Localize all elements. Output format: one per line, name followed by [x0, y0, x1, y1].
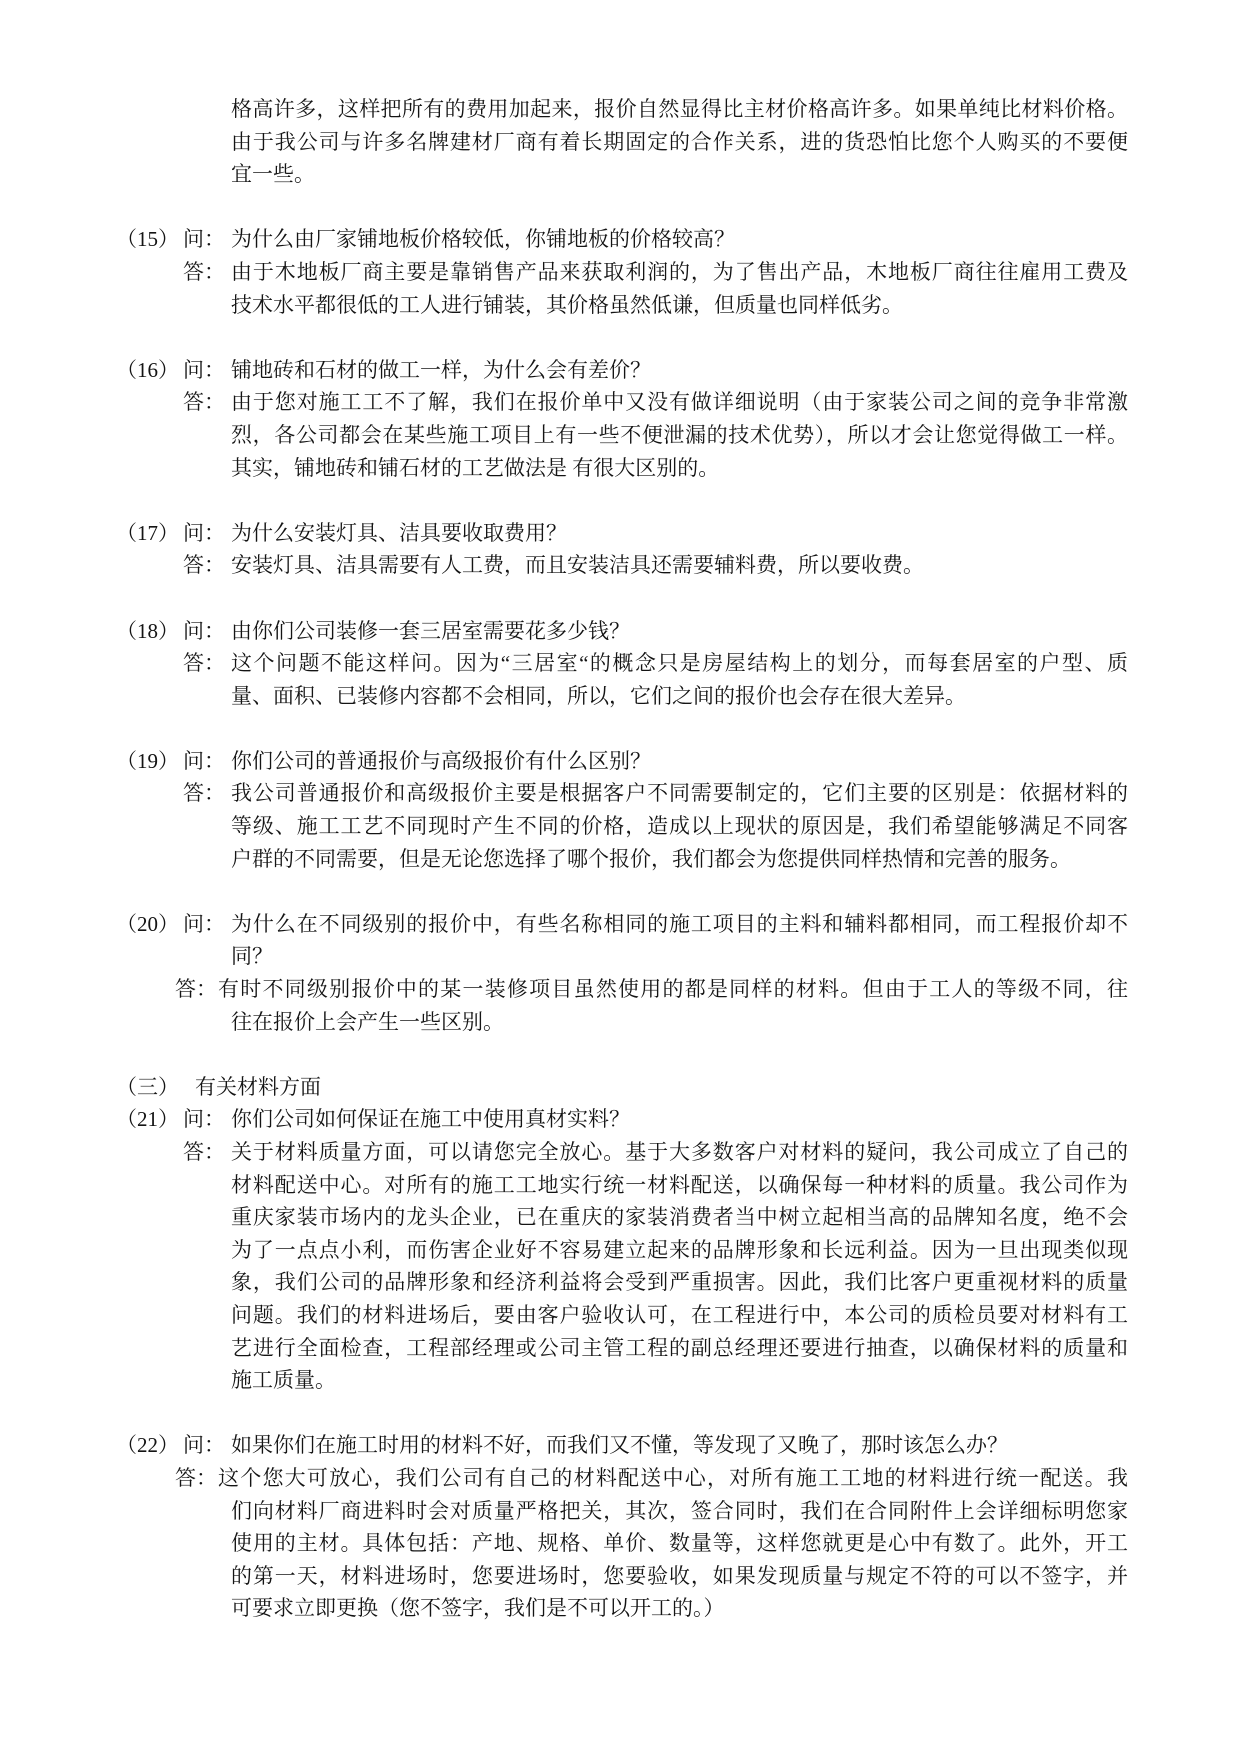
question-text: 你们公司如何保证在施工中使用真材实料？	[231, 1107, 630, 1132]
answer-row	[0, 647, 1241, 680]
question-row	[0, 940, 1241, 973]
question-label: 问：	[183, 357, 225, 382]
blank-line	[0, 1038, 1241, 1071]
answer-row	[0, 419, 1241, 452]
answer-label: 答：	[175, 1465, 217, 1490]
answer-text: 这个您大可放心，我们公司有自己的材料配送中心，对所有施工工地的材料进行统一配送。我	[218, 1465, 1128, 1490]
intro-text: 由于我公司与许多名牌建材厂商有着长期固定的合作关系，进的货恐怕比您个人购买的不要便	[231, 129, 1128, 154]
question-number: （16）	[116, 357, 179, 382]
blank-line	[0, 875, 1241, 908]
answer-label: 答：	[183, 390, 225, 415]
answer-label: 答：	[175, 977, 217, 1002]
answer-text: 有时不同级别报价中的某一装修项目虽然使用的都是同样的材料。但由于工人的等级不同，往	[218, 977, 1128, 1002]
answer-row	[0, 452, 1241, 485]
page-content	[0, 93, 1241, 1625]
blank-line	[0, 484, 1241, 517]
question-row	[0, 223, 1241, 256]
answer-text: 等级、施工工艺不同现时产生不同的价格，造成以上现状的原因是，我们希望能够满足不同客	[231, 814, 1128, 839]
question-number: （22）	[116, 1433, 179, 1458]
question-text: 如果你们在施工时用的材料不好，而我们又不懂，等发现了又晚了，那时该怎么办？	[231, 1433, 1008, 1458]
question-label: 问：	[183, 911, 225, 936]
answer-label: 答：	[183, 259, 225, 284]
question-row	[0, 354, 1241, 387]
intro-line	[0, 126, 1241, 159]
question-text: 由你们公司装修一套三居室需要花多少钱？	[231, 618, 630, 643]
answer-row	[0, 1169, 1241, 1202]
section-number: （三）	[116, 1074, 179, 1099]
answer-row	[0, 1560, 1241, 1593]
answer-text: 我公司普通报价和高级报价主要是根据客户不同需要制定的，它们主要的区别是：依据材料的	[231, 781, 1128, 806]
answer-text: 象，我们公司的品牌形象和经济利益将会受到严重损害。因此，我们比客户更重视材料的质量	[231, 1270, 1128, 1295]
question-label: 问：	[183, 748, 225, 773]
answer-row	[0, 973, 1241, 1006]
question-label: 问：	[183, 1107, 225, 1132]
blank-line	[0, 1397, 1241, 1430]
answer-row	[0, 1299, 1241, 1332]
answer-row	[0, 1495, 1241, 1528]
answer-text: 量、面积、已装修内容都不会相同，所以，它们之间的报价也会存在很大差异。	[231, 683, 966, 708]
answer-text: 艺进行全面检查，工程部经理或公司主管工程的副总经理还要进行抽查，以确保材料的质量和	[231, 1335, 1128, 1360]
answer-row	[0, 843, 1241, 876]
answer-text: 问题。我们的材料进场后，要由客户验收认可，在工程进行中，本公司的质检员要对材料有工	[231, 1302, 1128, 1327]
question-row	[0, 1429, 1241, 1462]
faq-item	[0, 354, 1241, 484]
answer-label: 答：	[183, 1140, 225, 1164]
question-number: （18）	[116, 618, 179, 643]
faq-item	[0, 745, 1241, 875]
faq-item	[0, 615, 1241, 713]
section-heading	[0, 1071, 1241, 1104]
answer-row	[0, 289, 1241, 322]
answer-row	[0, 549, 1241, 582]
question-label: 问：	[183, 1433, 225, 1458]
answer-text: 由于您对施工工不了解，我们在报价单中又没有做详细说明（由于家装公司之间的竞争非常激	[231, 390, 1128, 415]
answer-text: 由于木地板厂商主要是靠销售产品来获取利润的，为了售出产品，木地板厂商往往雇用工费及	[231, 259, 1128, 284]
answer-row	[0, 810, 1241, 843]
answer-row	[0, 1332, 1241, 1365]
answer-row	[0, 1201, 1241, 1234]
faq-item	[0, 517, 1241, 582]
answer-row	[0, 386, 1241, 419]
answer-text: 使用的主材。具体包括：产地、规格、单价、数量等，这样您就更是心中有数了。此外，开工	[231, 1531, 1128, 1556]
question-row	[0, 615, 1241, 648]
answer-row	[0, 1136, 1241, 1169]
blank-line	[0, 321, 1241, 354]
answer-row	[0, 1266, 1241, 1299]
answer-row	[0, 680, 1241, 713]
answer-text: 关于材料质量方面，可以请您完全放心。基于大多数客户对材料的疑问，我公司成立了自己的	[231, 1140, 1128, 1164]
answer-row	[0, 1006, 1241, 1039]
answer-row	[0, 1592, 1241, 1625]
answer-text: 的第一天，材料进场时，您要进场时，您要验收，如果发现质量与规定不符的可以不签字，并	[231, 1563, 1128, 1588]
question-text: 为什么在不同级别的报价中，有些名称相同的施工项目的主料和辅料都相同，而工程报价却不	[231, 911, 1128, 936]
blank-line	[0, 191, 1241, 224]
answer-row	[0, 777, 1241, 810]
answer-text: 烈，各公司都会在某些施工项目上有一些不便泄漏的技术优势），所以才会让您觉得做工一样。	[231, 422, 1128, 447]
question-label: 问：	[183, 520, 225, 545]
intro-text: 格高许多，这样把所有的费用加起来，报价自然显得比主材价格高许多。如果单纯比材料价格。	[231, 97, 1128, 121]
question-number: （21）	[116, 1107, 179, 1132]
question-row	[0, 908, 1241, 941]
question-text: 为什么安装灯具、洁具要收取费用？	[231, 520, 567, 545]
answer-text: 可要求立即更换（您不签字，我们是不可以开工的。）	[231, 1596, 725, 1621]
answer-text: 们向材料厂商进料时会对质量严格把关，其次，签合同时，我们在合同附件上会详细标明您家	[231, 1498, 1128, 1523]
answer-row	[0, 1527, 1241, 1560]
section-title: 有关材料方面	[195, 1074, 321, 1099]
answer-text: 重庆家装市场内的龙头企业，已在重庆的家装消费者当中树立起相当高的品牌知名度，绝不会	[231, 1205, 1128, 1230]
intro-text: 宜一些。	[231, 162, 315, 187]
faq-item	[0, 1429, 1241, 1625]
question-label: 问：	[183, 227, 225, 252]
answer-text: 这个问题不能这样问。因为“三居室“的概念只是房屋结构上的划分，而每套居室的户型、质	[231, 651, 1128, 676]
question-number: （15）	[116, 227, 179, 252]
answer-text: 往在报价上会产生一些区别。	[231, 1009, 504, 1034]
blank-line	[0, 582, 1241, 615]
question-row	[0, 745, 1241, 778]
faq-item	[0, 223, 1241, 321]
faq-item	[0, 1103, 1241, 1396]
answer-text: 材料配送中心。对所有的施工工地实行统一材料配送，以确保每一种材料的质量。我公司作为	[231, 1172, 1128, 1197]
question-row	[0, 517, 1241, 550]
answer-label: 答：	[183, 781, 225, 806]
question-number: （17）	[116, 520, 179, 545]
question-label: 问：	[183, 618, 225, 643]
answer-row	[0, 256, 1241, 289]
question-text: 为什么由厂家铺地板价格较低，你铺地板的价格较高？	[231, 227, 735, 252]
answer-text: 安装灯具、洁具需要有人工费，而且安装洁具还需要辅料费，所以要收费。	[231, 553, 924, 578]
intro-line	[0, 158, 1241, 191]
answer-row	[0, 1364, 1241, 1397]
answer-text: 其实，铺地砖和铺石材的工艺做法是 有很大区别的。	[231, 455, 720, 480]
intro-line	[0, 93, 1241, 126]
answer-text: 施工质量。	[231, 1368, 336, 1393]
intro-paragraph	[0, 93, 1241, 191]
answer-text: 为了一点点小利，而伤害企业好不容易建立起来的品牌形象和长远利益。因为一旦出现类似现	[231, 1237, 1128, 1262]
faq-item	[0, 908, 1241, 1038]
question-text: 铺地砖和石材的做工一样，为什么会有差价？	[231, 357, 651, 382]
answer-row	[0, 1462, 1241, 1495]
answer-row	[0, 1234, 1241, 1267]
question-number: （20）	[116, 911, 179, 936]
question-number: （19）	[116, 748, 179, 773]
blank-line	[0, 712, 1241, 745]
question-row	[0, 1103, 1241, 1136]
answer-label: 答：	[183, 553, 225, 578]
question-text: 你们公司的普通报价与高级报价有什么区别？	[231, 748, 651, 773]
answer-text: 户群的不同需要，但是无论您选择了哪个报价，我们都会为您提供同样热情和完善的服务。	[231, 846, 1071, 871]
answer-label: 答：	[183, 651, 225, 676]
question-text: 同？	[231, 944, 273, 969]
answer-text: 技术水平都很低的工人进行铺装，其价格虽然低谦，但质量也同样低劣。	[231, 292, 903, 317]
